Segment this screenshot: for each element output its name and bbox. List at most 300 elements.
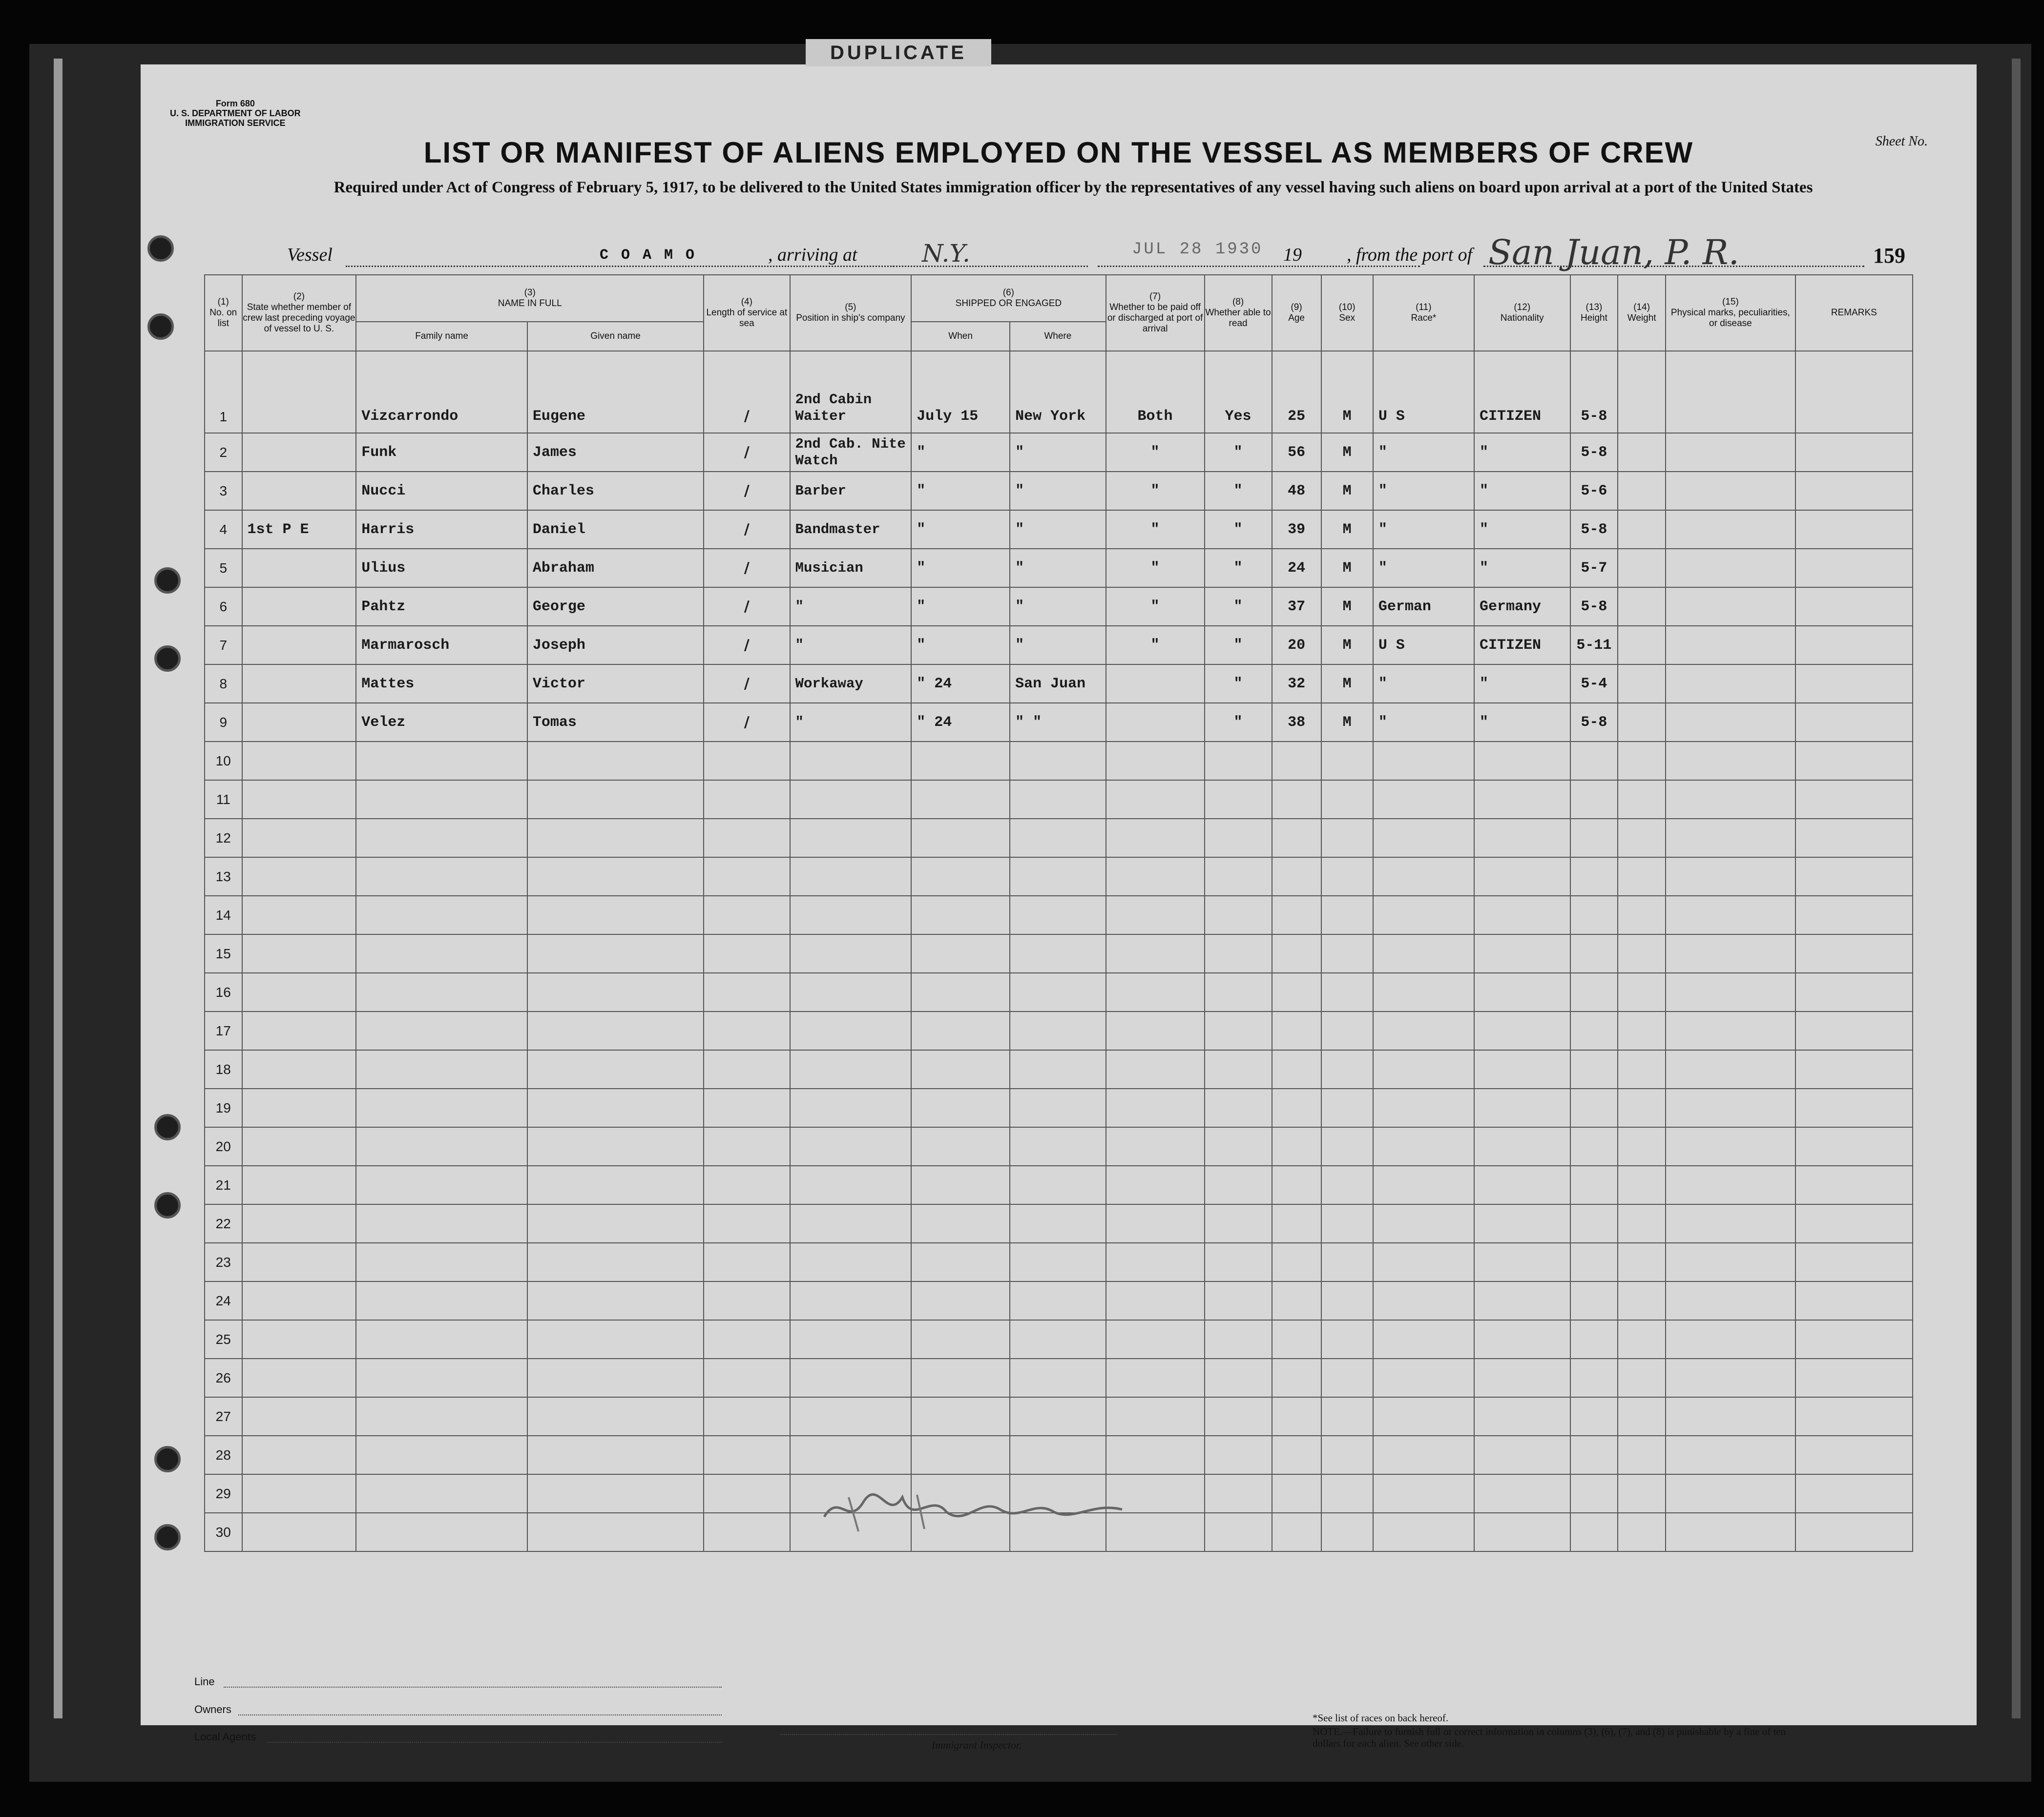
service-at-sea-cell — [704, 1050, 790, 1089]
nationality-cell: " — [1474, 510, 1570, 549]
able-to-read-cell — [1205, 1204, 1272, 1243]
age-cell: 38 — [1272, 703, 1321, 742]
row-number-cell: 27 — [205, 1397, 242, 1436]
sex-cell — [1321, 973, 1373, 1012]
height-cell — [1570, 1127, 1618, 1166]
able-to-read-cell — [1205, 857, 1272, 896]
sex-cell: M — [1321, 549, 1373, 587]
race-cell — [1373, 819, 1474, 857]
paid-off-cell: " — [1106, 626, 1205, 664]
remarks-cell — [1795, 664, 1913, 703]
sex-cell — [1321, 934, 1373, 973]
family-name-cell — [356, 1012, 527, 1050]
weight-cell — [1618, 1050, 1666, 1089]
race-cell: U S — [1373, 351, 1474, 433]
height-cell — [1570, 1089, 1618, 1127]
shipped-where-cell — [1010, 1127, 1106, 1166]
remarks-cell — [1795, 626, 1913, 664]
weight-cell — [1618, 626, 1666, 664]
height-cell — [1570, 934, 1618, 973]
paid-off-cell — [1106, 742, 1205, 780]
shipped-when-cell — [911, 742, 1010, 780]
age-cell — [1272, 1320, 1321, 1359]
service-at-sea-cell — [704, 1243, 790, 1281]
height-cell — [1570, 1436, 1618, 1474]
position-cell — [790, 934, 912, 973]
remarks-cell — [1795, 1281, 1913, 1320]
binder-hole — [154, 1192, 181, 1218]
paid-off-cell: " — [1106, 472, 1205, 510]
table-row — [205, 1166, 1913, 1204]
position-cell — [790, 1281, 912, 1320]
row-number-cell: 7 — [205, 626, 242, 664]
able-to-read-cell — [1205, 1166, 1272, 1204]
height-cell — [1570, 1513, 1618, 1551]
race-cell: German — [1373, 587, 1474, 626]
prev-voyage-cell — [242, 1243, 356, 1281]
given-name-cell — [527, 1012, 704, 1050]
remarks-cell — [1795, 1320, 1913, 1359]
shipped-where-cell — [1010, 1050, 1106, 1089]
able-to-read-cell — [1205, 819, 1272, 857]
row-number-cell: 22 — [205, 1204, 242, 1243]
binder-hole — [154, 1524, 181, 1550]
row-number-cell: 3 — [205, 472, 242, 510]
remarks-cell — [1795, 1127, 1913, 1166]
shipped-where-cell: " — [1010, 472, 1106, 510]
age-cell: 32 — [1272, 664, 1321, 703]
paid-off-cell — [1106, 1320, 1205, 1359]
physical-marks-cell — [1666, 819, 1795, 857]
nationality-cell: CITIZEN — [1474, 351, 1570, 433]
table-row — [205, 742, 1913, 780]
family-name-cell — [356, 1243, 527, 1281]
date-dots — [1098, 266, 1420, 267]
paid-off-cell — [1106, 1050, 1205, 1089]
height-cell: 5-6 — [1570, 472, 1618, 510]
position-cell: Workaway — [790, 664, 912, 703]
height-cell — [1570, 1281, 1618, 1320]
service-at-sea-cell — [704, 1320, 790, 1359]
table-row — [205, 1359, 1913, 1397]
race-cell — [1373, 780, 1474, 819]
weight-cell — [1618, 1474, 1666, 1513]
age-cell — [1272, 742, 1321, 780]
age-cell — [1272, 1089, 1321, 1127]
prev-voyage-cell — [242, 1089, 356, 1127]
able-to-read-cell: " — [1205, 433, 1272, 472]
position-cell — [790, 1243, 912, 1281]
paid-off-cell — [1106, 1281, 1205, 1320]
binding-strip-right — [2012, 59, 2021, 1718]
weight-cell — [1618, 510, 1666, 549]
position-cell — [790, 1127, 912, 1166]
table-row — [205, 549, 1913, 587]
binder-hole — [154, 1446, 181, 1472]
remarks-cell — [1795, 1359, 1913, 1397]
remarks-cell — [1795, 1050, 1913, 1089]
line-field — [224, 1687, 722, 1688]
race-cell — [1373, 1089, 1474, 1127]
race-cell: " — [1373, 703, 1474, 742]
prev-voyage-cell — [242, 626, 356, 664]
service: IMMIGRATION SERVICE — [185, 118, 286, 128]
given-name-cell — [527, 1166, 704, 1204]
nationality-cell — [1474, 1243, 1570, 1281]
nationality-cell — [1474, 1204, 1570, 1243]
weight-cell — [1618, 1089, 1666, 1127]
prev-voyage-cell — [242, 1166, 356, 1204]
height-cell — [1570, 1474, 1618, 1513]
height-cell: 5-8 — [1570, 433, 1618, 472]
shipped-where-cell — [1010, 857, 1106, 896]
row-number-cell: 13 — [205, 857, 242, 896]
race-cell: " — [1373, 510, 1474, 549]
shipped-when-cell — [911, 1359, 1010, 1397]
race-cell — [1373, 1436, 1474, 1474]
remarks-cell — [1795, 973, 1913, 1012]
sex-cell — [1321, 1243, 1373, 1281]
col-name-header: (3) NAME IN FULL — [356, 275, 704, 322]
position-cell: " — [790, 587, 912, 626]
col-height-header: (13) Height — [1570, 275, 1618, 351]
given-name-cell — [527, 857, 704, 896]
race-cell: U S — [1373, 626, 1474, 664]
given-name-cell — [527, 1474, 704, 1513]
sex-cell: M — [1321, 626, 1373, 664]
race-cell — [1373, 1359, 1474, 1397]
physical-marks-cell — [1666, 549, 1795, 587]
prev-voyage-cell: 1st P E — [242, 510, 356, 549]
race-cell — [1373, 857, 1474, 896]
weight-cell — [1618, 1397, 1666, 1436]
shipped-when-cell: " — [911, 433, 1010, 472]
table-row — [205, 664, 1913, 703]
age-cell — [1272, 896, 1321, 934]
prev-voyage-cell — [242, 664, 356, 703]
nationality-cell — [1474, 1359, 1570, 1397]
row-number-cell: 11 — [205, 780, 242, 819]
paid-off-cell — [1106, 1397, 1205, 1436]
col-when-header: When — [911, 322, 1010, 351]
remarks-cell — [1795, 1513, 1913, 1551]
prev-voyage-cell — [242, 780, 356, 819]
family-name-cell — [356, 1359, 527, 1397]
shipped-where-cell — [1010, 1397, 1106, 1436]
race-cell — [1373, 934, 1474, 973]
physical-marks-cell — [1666, 351, 1795, 433]
family-name-cell: Vizcarrondo — [356, 351, 527, 433]
physical-marks-cell — [1666, 1204, 1795, 1243]
able-to-read-cell: " — [1205, 472, 1272, 510]
shipped-where-cell — [1010, 1166, 1106, 1204]
age-cell — [1272, 1012, 1321, 1050]
position-cell: Barber — [790, 472, 912, 510]
age-cell — [1272, 1127, 1321, 1166]
arriving-port: N.Y. — [922, 239, 970, 268]
able-to-read-cell — [1205, 1513, 1272, 1551]
form-header — [170, 99, 301, 128]
duplicate-stamp: DUPLICATE — [806, 39, 991, 66]
physical-marks-cell — [1666, 1474, 1795, 1513]
row-number-cell: 26 — [205, 1359, 242, 1397]
nationality-cell — [1474, 1513, 1570, 1551]
position-cell — [790, 973, 912, 1012]
prev-voyage-cell — [242, 934, 356, 973]
physical-marks-cell — [1666, 472, 1795, 510]
weight-cell — [1618, 934, 1666, 973]
shipped-when-cell: " — [911, 472, 1010, 510]
height-cell — [1570, 1397, 1618, 1436]
shipped-when-cell — [911, 1089, 1010, 1127]
age-cell — [1272, 1204, 1321, 1243]
height-cell: 5-8 — [1570, 510, 1618, 549]
remarks-cell — [1795, 549, 1913, 587]
remarks-cell — [1795, 351, 1913, 433]
weight-cell — [1618, 1320, 1666, 1359]
family-name-cell: Mattes — [356, 664, 527, 703]
service-at-sea-cell — [704, 934, 790, 973]
row-number-cell: 9 — [205, 703, 242, 742]
col-prev-voyage-header: (2) State whether member of crew last preceding voyage of vessel to U. S. — [242, 275, 356, 351]
prev-voyage-cell — [242, 1012, 356, 1050]
nationality-cell — [1474, 1012, 1570, 1050]
nationality-cell: " — [1474, 703, 1570, 742]
position-cell — [790, 1320, 912, 1359]
race-cell — [1373, 1204, 1474, 1243]
sex-cell — [1321, 1320, 1373, 1359]
paid-off-cell — [1106, 1436, 1205, 1474]
prev-voyage-cell — [242, 1397, 356, 1436]
age-cell — [1272, 973, 1321, 1012]
weight-cell — [1618, 1166, 1666, 1204]
shipped-where-cell — [1010, 1281, 1106, 1320]
family-name-cell — [356, 1166, 527, 1204]
sex-cell: M — [1321, 510, 1373, 549]
given-name-cell: Daniel — [527, 510, 704, 549]
given-name-cell — [527, 1436, 704, 1474]
service-at-sea-cell — [704, 1397, 790, 1436]
physical-marks-cell — [1666, 1320, 1795, 1359]
height-cell: 5-8 — [1570, 351, 1618, 433]
nationality-cell: Germany — [1474, 587, 1570, 626]
given-name-cell — [527, 819, 704, 857]
col-shipped-header: (6) SHIPPED OR ENGAGED — [911, 275, 1105, 322]
family-name-cell: Marmarosch — [356, 626, 527, 664]
prev-voyage-cell — [242, 1281, 356, 1320]
weight-cell — [1618, 973, 1666, 1012]
shipped-when-cell — [911, 857, 1010, 896]
shipped-where-cell — [1010, 934, 1106, 973]
paid-off-cell: Both — [1106, 351, 1205, 433]
prev-voyage-cell — [242, 1050, 356, 1089]
age-cell: 25 — [1272, 351, 1321, 433]
weight-cell — [1618, 351, 1666, 433]
paid-off-cell — [1106, 973, 1205, 1012]
remarks-cell — [1795, 857, 1913, 896]
height-cell — [1570, 1243, 1618, 1281]
height-cell — [1570, 1320, 1618, 1359]
arriving-dots — [893, 266, 1088, 267]
family-name-cell — [356, 1474, 527, 1513]
race-cell — [1373, 1012, 1474, 1050]
physical-marks-cell — [1666, 742, 1795, 780]
paid-off-cell — [1106, 1166, 1205, 1204]
col-given-name-header: Given name — [527, 322, 704, 351]
col-age-header: (9) Age — [1272, 275, 1321, 351]
race-cell: " — [1373, 549, 1474, 587]
shipped-when-cell: " — [911, 549, 1010, 587]
table-row — [205, 1436, 1913, 1474]
intro-text: Required under Act of Congress of February 5, 1917, to be delivered to the United States immigration officer by the representatives of any vessel having such aliens on board upon arrival at a port of the United States — [334, 179, 1813, 196]
given-name-cell — [527, 1243, 704, 1281]
able-to-read-cell — [1205, 1320, 1272, 1359]
remarks-cell — [1795, 1166, 1913, 1204]
physical-marks-cell — [1666, 626, 1795, 664]
age-cell: 48 — [1272, 472, 1321, 510]
shipped-when-cell — [911, 1320, 1010, 1359]
family-name-cell: Harris — [356, 510, 527, 549]
row-number-cell: 25 — [205, 1320, 242, 1359]
local-agents-label: Local Agents — [194, 1731, 256, 1743]
given-name-cell — [527, 1089, 704, 1127]
height-cell: 5-11 — [1570, 626, 1618, 664]
col-position-header: (5) Position in ship's company — [790, 275, 912, 351]
race-cell: " — [1373, 472, 1474, 510]
physical-marks-cell — [1666, 703, 1795, 742]
weight-cell — [1618, 1012, 1666, 1050]
able-to-read-cell: " — [1205, 626, 1272, 664]
service-at-sea-cell — [704, 1166, 790, 1204]
service-at-sea-cell: / — [704, 433, 790, 472]
paid-off-cell — [1106, 1243, 1205, 1281]
physical-marks-cell — [1666, 1513, 1795, 1551]
family-name-cell: Pahtz — [356, 587, 527, 626]
service-at-sea-cell — [704, 1204, 790, 1243]
physical-marks-cell — [1666, 1089, 1795, 1127]
position-cell — [790, 1204, 912, 1243]
row-number-cell: 19 — [205, 1089, 242, 1127]
nationality-cell — [1474, 780, 1570, 819]
shipped-when-cell — [911, 1436, 1010, 1474]
physical-marks-cell — [1666, 857, 1795, 896]
physical-marks-cell — [1666, 587, 1795, 626]
table-row — [205, 351, 1913, 433]
paid-off-cell: " — [1106, 587, 1205, 626]
sex-cell — [1321, 857, 1373, 896]
remarks-cell — [1795, 1204, 1913, 1243]
from-label: , from the port of — [1347, 245, 1473, 265]
shipped-when-cell: " — [911, 510, 1010, 549]
height-cell — [1570, 1359, 1618, 1397]
remarks-cell — [1795, 510, 1913, 549]
service-at-sea-cell — [704, 742, 790, 780]
physical-marks-cell — [1666, 973, 1795, 1012]
shipped-where-cell: " — [1010, 549, 1106, 587]
binder-hole — [147, 313, 174, 340]
weight-cell — [1618, 742, 1666, 780]
sex-cell — [1321, 819, 1373, 857]
age-cell — [1272, 1050, 1321, 1089]
nationality-cell — [1474, 819, 1570, 857]
remarks-cell — [1795, 1243, 1913, 1281]
given-name-cell: Tomas — [527, 703, 704, 742]
age-cell — [1272, 1397, 1321, 1436]
nationality-cell — [1474, 1127, 1570, 1166]
prev-voyage-cell — [242, 1127, 356, 1166]
position-cell: 2nd Cab. Nite Watch — [790, 433, 912, 472]
sex-cell — [1321, 1089, 1373, 1127]
table-row — [205, 626, 1913, 664]
age-cell — [1272, 1513, 1321, 1551]
service-at-sea-cell: / — [704, 351, 790, 433]
prev-voyage-cell — [242, 1320, 356, 1359]
given-name-cell: Victor — [527, 664, 704, 703]
height-cell: 5-8 — [1570, 587, 1618, 626]
remarks-cell — [1795, 472, 1913, 510]
remarks-cell — [1795, 703, 1913, 742]
service-at-sea-cell: / — [704, 703, 790, 742]
port-dots — [1483, 266, 1864, 267]
table-row — [205, 510, 1913, 549]
family-name-cell — [356, 857, 527, 896]
table-row — [205, 1012, 1913, 1050]
physical-marks-cell — [1666, 664, 1795, 703]
paid-off-cell — [1106, 1359, 1205, 1397]
weight-cell — [1618, 433, 1666, 472]
able-to-read-cell — [1205, 742, 1272, 780]
race-cell — [1373, 1243, 1474, 1281]
agents-field — [268, 1742, 722, 1743]
shipped-when-cell: " — [911, 626, 1010, 664]
service-at-sea-cell — [704, 857, 790, 896]
prev-voyage-cell — [242, 742, 356, 780]
service-at-sea-cell: / — [704, 549, 790, 587]
shipped-when-cell — [911, 973, 1010, 1012]
sex-cell: M — [1321, 433, 1373, 472]
race-cell — [1373, 1320, 1474, 1359]
sex-cell — [1321, 1166, 1373, 1204]
physical-marks-cell — [1666, 780, 1795, 819]
weight-cell — [1618, 664, 1666, 703]
table-row — [205, 896, 1913, 934]
form-number: Form 680 — [215, 99, 255, 108]
given-name-cell: Joseph — [527, 626, 704, 664]
nationality-cell — [1474, 1050, 1570, 1089]
col-weight-header: (14) Weight — [1618, 275, 1666, 351]
remarks-cell — [1795, 742, 1913, 780]
given-name-cell — [527, 1204, 704, 1243]
able-to-read-cell: " — [1205, 549, 1272, 587]
sex-cell — [1321, 1513, 1373, 1551]
prev-voyage-cell — [242, 1359, 356, 1397]
age-cell — [1272, 1436, 1321, 1474]
shipped-where-cell — [1010, 1089, 1106, 1127]
height-cell — [1570, 819, 1618, 857]
age-cell — [1272, 857, 1321, 896]
family-name-cell: Funk — [356, 433, 527, 472]
row-number-cell: 18 — [205, 1050, 242, 1089]
position-cell: " — [790, 703, 912, 742]
age-cell — [1272, 934, 1321, 973]
prev-voyage-cell — [242, 1204, 356, 1243]
weight-cell — [1618, 857, 1666, 896]
physical-marks-cell — [1666, 1281, 1795, 1320]
service-at-sea-cell — [704, 1436, 790, 1474]
vessel-label: Vessel — [287, 245, 333, 265]
paid-off-cell — [1106, 780, 1205, 819]
col-paid-off-header: (7) Whether to be paid off or discharged at port of arrival — [1106, 275, 1205, 351]
